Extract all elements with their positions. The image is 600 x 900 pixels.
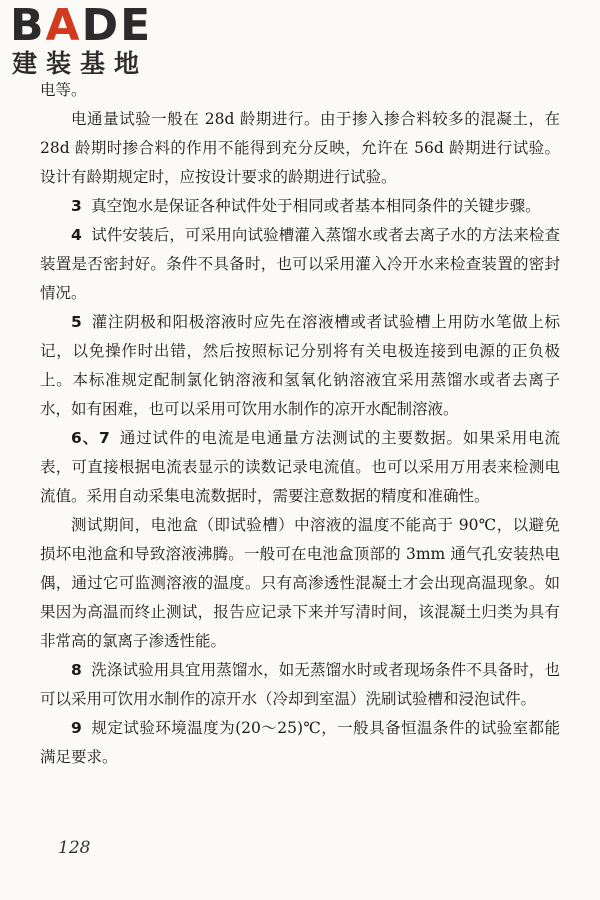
- paragraph-text: 试件安装后，可采用向试验槽灌入蒸馏水或者去离子水的方法来检查装置是否密封好。条件不具备时，也可以采用灌入冷开水来检查装置的密封情况。: [40, 226, 560, 302]
- logo-brand-pre: B: [10, 0, 46, 51]
- clause-number: 9: [71, 719, 82, 737]
- document-body: [40, 76, 560, 772]
- logo-brand: [10, 2, 152, 50]
- logo-brand-post: DE: [81, 0, 153, 51]
- paragraph-text: 测试期间，电池盒（即试验槽）中溶液的温度不能高于 90℃，以避免损坏电池盒和导致溶液沸腾。一般可在电池盒顶部的 3mm 通气孔安装热电偶，通过它可监测溶液的温度。只有高渗透性混凝土才会出现高温现象。如果因为高温而终止测试，报告应记录下来并写清时间，该混凝土归类为具有非常高的氯离子渗透性能。: [40, 516, 560, 650]
- paragraph: [40, 308, 560, 424]
- clause-number: 3: [71, 197, 82, 215]
- paragraph: [40, 192, 560, 221]
- paragraph: [40, 656, 560, 714]
- paragraph-text: 灌注阴极和阳极溶液时应先在溶液槽或者试验槽上用防水笔做上标记，以免操作时出错，然后按照标记分别将有关电极连接到电源的正负极上。本标准规定配制氯化钠溶液和氢氧化钠溶液宜采用蒸馏水或者去离子水，如有困难，也可以采用可饮用水制作的凉开水配制溶液。: [40, 313, 560, 418]
- paragraph: [40, 105, 560, 192]
- paragraph-text: 电等。: [40, 81, 87, 99]
- logo-brand-accent: A: [45, 0, 82, 51]
- paragraph: [40, 511, 560, 656]
- paragraph: [40, 714, 560, 772]
- paragraph-text: 规定试验环境温度为(20～25)℃，一般具备恒温条件的试验室都能满足要求。: [40, 719, 560, 766]
- logo-subtitle: 建装基地: [12, 49, 149, 78]
- clause-number: 5: [71, 313, 82, 331]
- paragraph-text: 洗涤试验用具宜用蒸馏水，如无蒸馏水时或者现场条件不具备时，也可以采用可饮用水制作的凉开水（冷却到室温）洗刷试验槽和浸泡试件。: [40, 661, 560, 708]
- clause-number: 6、7: [71, 429, 110, 447]
- logo: [10, 2, 180, 82]
- paragraph: [40, 76, 560, 105]
- clause-number: 8: [71, 661, 82, 679]
- clause-number: 4: [71, 226, 82, 244]
- paragraph-text: 电通量试验一般在 28d 龄期进行。由于掺入掺合料较多的混凝土，在 28d 龄期时掺合料的作用不能得到充分反映，允许在 56d 龄期进行试验。设计有龄期规定时，应按设计要求的龄期进行试验。: [40, 110, 560, 186]
- paragraph-text: 通过试件的电流是电通量方法测试的主要数据。如果采用电流表，可直接根据电流表显示的读数记录电流值。也可以采用万用表来检测电流值。采用自动采集电流数据时，需要注意数据的精度和准确性。: [40, 429, 560, 505]
- paragraph-text: 真空饱水是保证各种试件处于相同或者基本相同条件的关键步骤。: [91, 197, 541, 215]
- page-number: 128: [58, 838, 91, 858]
- paragraph: [40, 424, 560, 511]
- paragraph: [40, 221, 560, 308]
